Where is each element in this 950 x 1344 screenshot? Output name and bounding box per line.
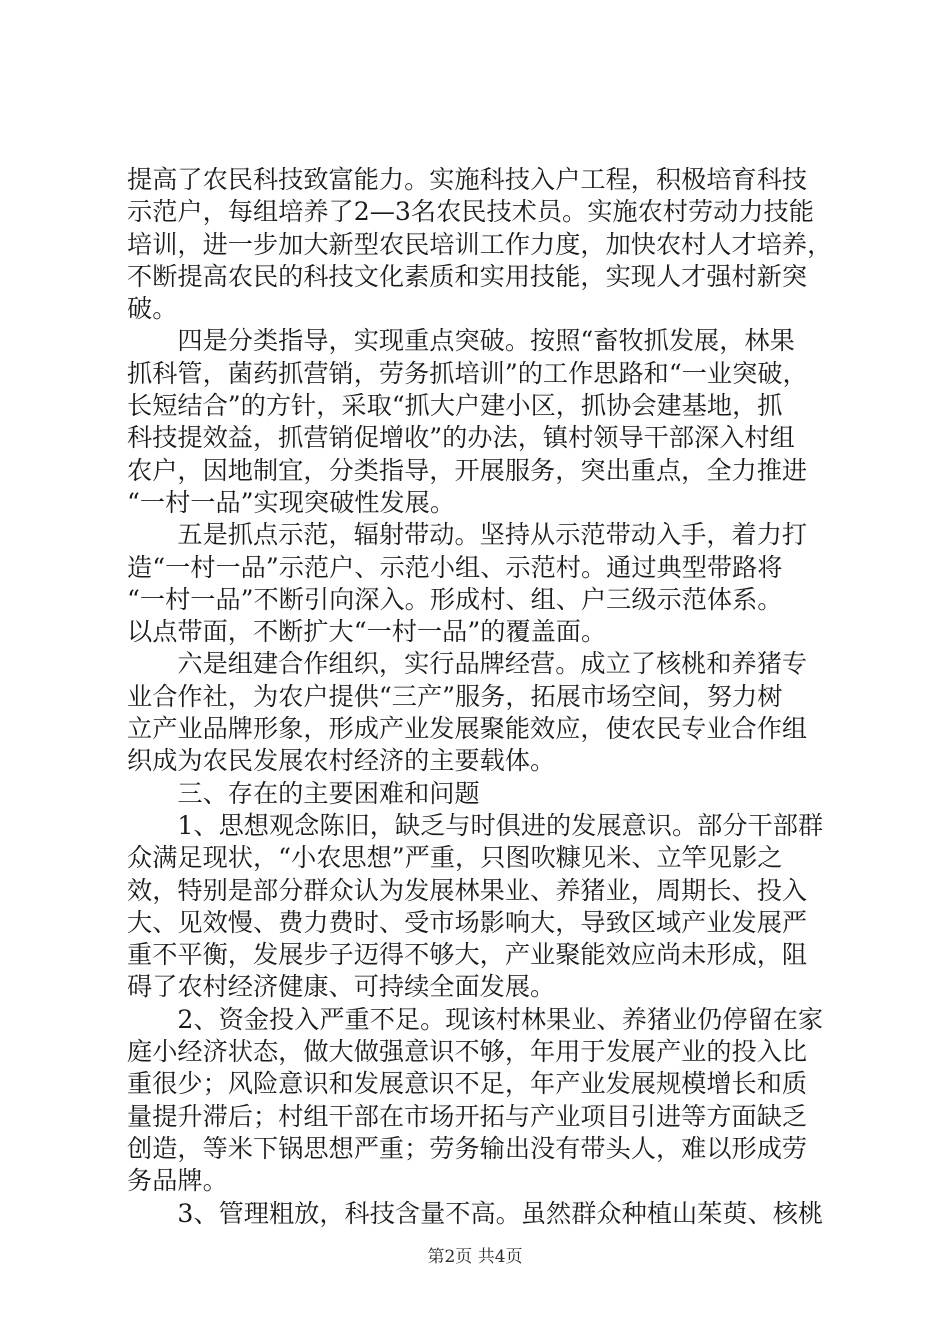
text-line: 3、管理粗放，科技含量不高。虽然群众种植山茱萸、核桃 bbox=[127, 1198, 824, 1228]
text-line: 培训，进一步加大新型农民培训工作力度，加快农村人才培养， bbox=[127, 229, 833, 259]
text-line: 织成为农民发展农村经济的主要载体。 bbox=[127, 746, 556, 776]
text-line: 重不平衡，发展步子迈得不够大，产业聚能效应尚未形成，阻 bbox=[127, 940, 808, 970]
text-line: 不断提高农民的科技文化素质和实用技能，实现人才强村新突 bbox=[127, 261, 808, 291]
text-line: 量提升滞后；村组干部在市场开拓与产业项目引进等方面缺乏 bbox=[127, 1101, 808, 1131]
text-line: “一村一品”实现突破性发展。 bbox=[127, 487, 456, 517]
text-line: “一村一品”不断引向深入。形成村、组、户三级示范体系。 bbox=[127, 584, 783, 614]
document-body bbox=[127, 164, 833, 1230]
text-line: 长短结合”的方针，采取“抓大户建小区，抓协会建基地，抓 bbox=[127, 391, 783, 421]
text-line: 提高了农民科技致富能力。实施科技入户工程，积极培育科技 bbox=[127, 165, 808, 194]
text-line: 2、资金投入严重不足。现该村林果业、养猪业仍停留在家 bbox=[127, 1004, 824, 1034]
text-line: 业合作社，为农户提供“三产”服务，拓展市场空间，努力树 bbox=[127, 681, 783, 711]
text-line: 五是抓点示范，辐射带动。坚持从示范带动入手，着力打 bbox=[127, 520, 808, 550]
text-line: 破。 bbox=[127, 294, 178, 324]
text-line: 效，特别是部分群众认为发展林果业、养猪业，周期长、投入 bbox=[127, 875, 808, 905]
text-line: 创造，等米下锅思想严重；劳务输出没有带头人，难以形成劳 bbox=[127, 1133, 808, 1163]
text-line: 碍了农村经济健康、可持续全面发展。 bbox=[127, 972, 556, 1002]
text-line: 示范户，每组培养了2—3名农民技术员。实施农村劳动力技能 bbox=[127, 197, 814, 227]
text-line: 庭小经济状态，做大做强意识不够，年用于发展产业的投入比 bbox=[127, 1037, 808, 1067]
text-line: 农户，因地制宜，分类指导，开展服务，突出重点，全力推进 bbox=[127, 455, 808, 485]
text-line: 科技提效益，抓营销促增收”的办法，镇村领导干部深入村组 bbox=[127, 423, 795, 453]
text-line: 造“一村一品”示范户、示范小组、示范村。通过典型带路将 bbox=[127, 552, 783, 582]
text-line: 六是组建合作组织，实行品牌经营。成立了核桃和养猪专 bbox=[127, 649, 808, 679]
text-line: 重很少；风险意识和发展意识不足，年产业发展规模增长和质 bbox=[127, 1069, 808, 1099]
text-line: 抓科管，菌药抓营销，劳务抓培训”的工作思路和“一业突破， bbox=[127, 358, 808, 388]
text-line: 1、思想观念陈旧，缺乏与时俱进的发展意识。部分干部群 bbox=[127, 810, 824, 840]
text-line: 三、存在的主要困难和问题 bbox=[127, 778, 480, 808]
page-footer: 第2页 共4页 bbox=[427, 1247, 523, 1267]
text-line: 务品牌。 bbox=[127, 1166, 228, 1196]
text-line: 大、见效慢、费力费时、受市场影响大，导致区域产业发展严 bbox=[127, 907, 808, 937]
text-line: 立产业品牌形象，形成产业发展聚能效应，使农民专业合作组 bbox=[127, 714, 808, 744]
text-line: 以点带面，不断扩大“一村一品”的覆盖面。 bbox=[127, 617, 607, 647]
text-line: 四是分类指导，实现重点突破。按照“畜牧抓发展，林果 bbox=[127, 326, 795, 356]
text-line: 众满足现状，“小农思想”严重，只图吹糠见米、立竿见影之 bbox=[127, 843, 783, 873]
